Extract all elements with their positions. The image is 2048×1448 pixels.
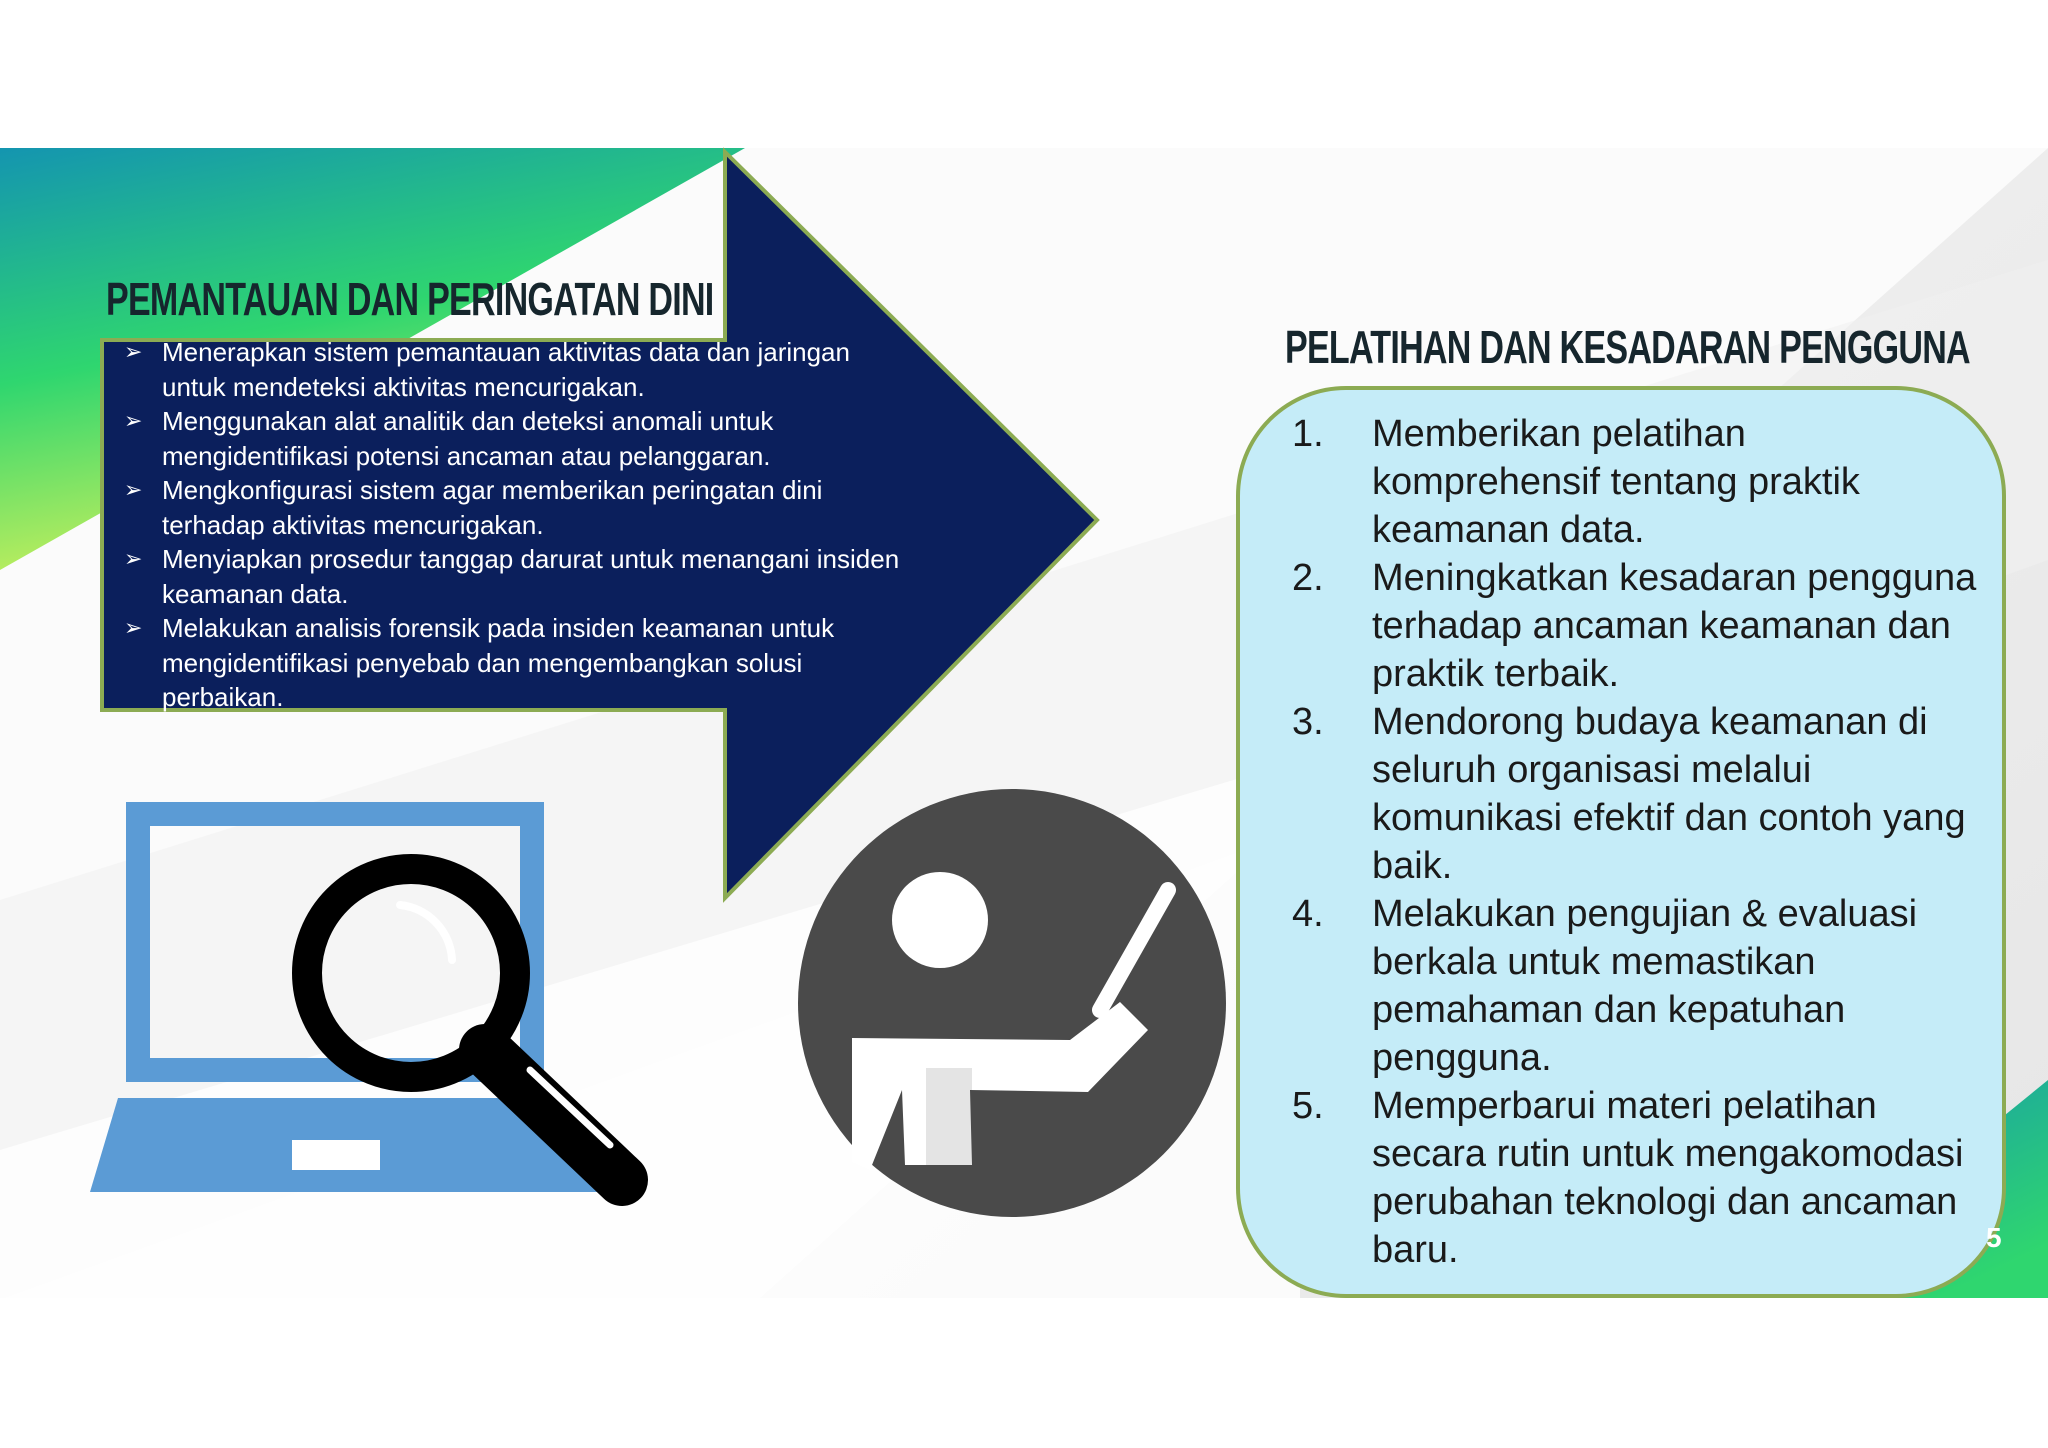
item-number: 5. bbox=[1292, 1085, 1324, 1127]
training-numbered-list bbox=[1292, 410, 1982, 1274]
arrow-bullet-icon: ➢ bbox=[124, 339, 143, 364]
page-number: 5 bbox=[1986, 1222, 2002, 1253]
list-item: ➢ Menyiapkan prosedur tanggap darurat untuk menangani insiden keamanan data. bbox=[124, 544, 900, 609]
item-number: 1. bbox=[1292, 413, 1324, 455]
list-item: ➢ Menggunakan alat analitik dan deteksi anomali untuk mengidentifikasi potensi ancaman atau pelanggaran. bbox=[124, 406, 774, 471]
list-item: ➢ Menerapkan sistem pemantauan aktivitas data dan jaringan untuk mendeteksi aktivitas mencurigakan. bbox=[124, 337, 850, 402]
list-item: 1. Memberikan pelatihan komprehensif tentang praktik keamanan data. bbox=[1292, 410, 1982, 554]
arrow-bullet-icon: ➢ bbox=[124, 546, 143, 571]
list-item: ➢ Mengkonfigurasi sistem agar memberikan peringatan dini terhadap aktivitas mencurigakan. bbox=[124, 475, 823, 540]
presenter-pointer-icon bbox=[798, 789, 1226, 1217]
item-number: 2. bbox=[1292, 557, 1324, 599]
list-item: 2. Meningkatkan kesadaran pengguna terhadap ancaman keamanan dan praktik terbaik. bbox=[1292, 554, 1982, 698]
list-item: 5. Memperbarui materi pelatihan secara rutin untuk mengakomodasi perubahan teknologi dan ancaman baru. bbox=[1292, 1082, 1982, 1274]
training-heading: PELATIHAN DAN KESADARAN PENGGUNA bbox=[1285, 321, 1970, 373]
monitoring-heading: PEMANTAUAN DAN PERINGATAN DINI bbox=[106, 273, 714, 325]
item-number: 3. bbox=[1292, 701, 1324, 743]
item-number: 4. bbox=[1292, 893, 1324, 935]
list-item: ➢ Melakukan analisis forensik pada insiden keamanan untuk mengidentifikasi penyebab dan mengembangkan solusi perbaikan. bbox=[124, 613, 835, 712]
list-item: 3. Mendorong budaya keamanan di seluruh organisasi melalui komunikasi efektif dan contoh yang baik. bbox=[1292, 698, 1982, 890]
monitoring-bullet-list bbox=[114, 335, 904, 715]
arrow-bullet-icon: ➢ bbox=[124, 615, 143, 640]
list-item: 4. Melakukan pengujian & evaluasi berkala untuk memastikan pemahaman dan kepatuhan pengguna. bbox=[1292, 890, 1982, 1082]
arrow-bullet-icon: ➢ bbox=[124, 477, 143, 502]
arrow-bullet-icon: ➢ bbox=[124, 408, 143, 433]
